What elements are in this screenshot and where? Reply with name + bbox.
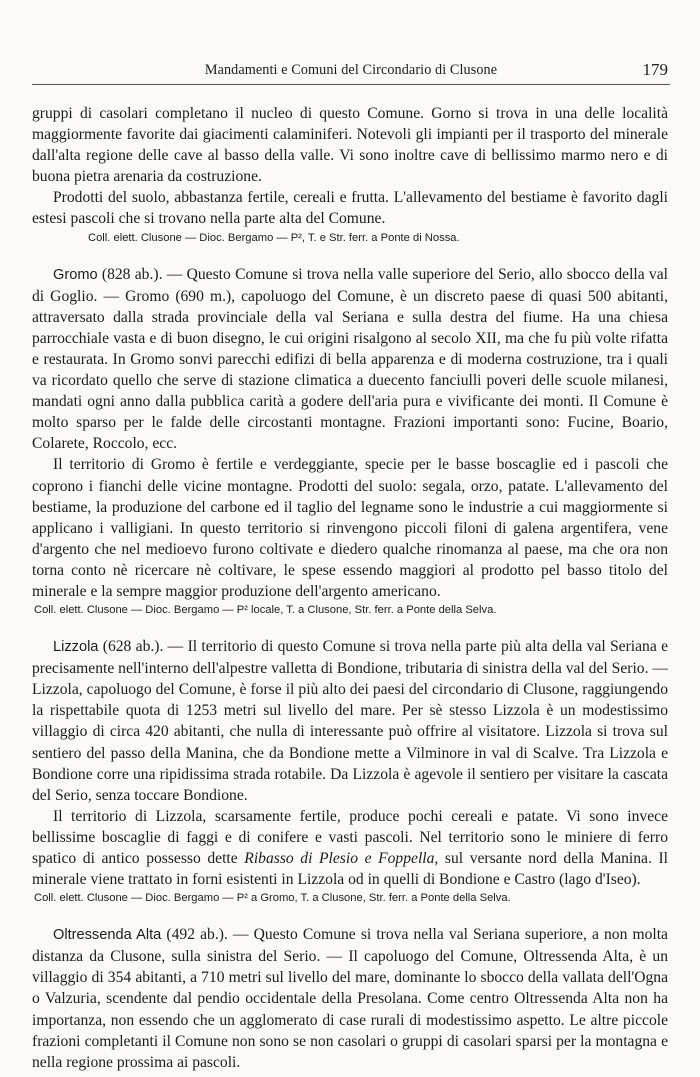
running-header xyxy=(32,60,670,85)
header-title: Mandamenti e Comuni del Circondario di Clusone xyxy=(204,62,498,78)
page-number: 179 xyxy=(642,60,668,79)
page-body xyxy=(32,103,668,1073)
lizzola-footnote: Coll. elett. Clusone — Dioc. Bergamo — P² a Gromo, T. a Clusone, Str. ferr. a Ponte della Selva. xyxy=(34,892,511,905)
lizzola-text-2a: Il territorio di Lizzola, scarsamente fertile, produce pochi cereali e patate. Vi sono invece bellissime boscaglie di faggi e di conifere e vasti pascoli. Nel territorio sono le miniere di ferro spatico di antico possesso dette xyxy=(32,807,668,867)
oltressenda-text-1: (492 ab.). — Questo Comune si trova nella val Seriana superiore, a non molta distanza da Clusone, sulla sinistra del Serio. — Il capoluogo del Comune, Oltressenda Alta, è un villaggio di 354 abitanti, a 710 metri sul livello del mare, dominante lo sbocco della vallata dell'Ogna o Valzuria, scendente dal pendio occidentale della Presolana. Come centro Oltressenda Alta non ha importanza, non essendo che un agglomerato di case rurali di modestissimo aspetto. Le altre piccole frazioni completanti il Comune non sono se non casolari o gruppi di casolari sparsi per la montagna e nella regione prossima ai pascoli. xyxy=(32,926,668,1071)
intro-footnote: Coll. elett. Clusone — Dioc. Bergamo — P², T. e Str. ferr. a Ponte di Nossa. xyxy=(88,231,460,244)
lizzola-text-1: (628 ab.). — Il territorio di questo Comune si trova nella parte più alta della val Seriana e precisamente nell'interno dell'alpestre valletta di Bondione, tributaria di sinistra della val del Serio. — Lizzola, capoluogo del Comune, è forse il più alto dei paesi del circondario di Clusone, raggiungendo la rispettabile quota di 1253 metri sul livello del mare. Per sè stesso Lizzola è un modestissimo villaggio di circa 420 abitanti, che nulla di interessante può offrire al visitatore. Lizzola si trova sul sentiero del passo della Manina, che da Bondione mette a Vilminore in val di Scalve. Tra Lizzola e Bondione corre una ripidissima strada rotabile. Da Lizzola è agevole il sentiero per visitare la cascata del Serio, senza toccare Bondione. xyxy=(32,638,669,804)
lizzola-paragraph-1 xyxy=(32,636,668,806)
gromo-paragraph-1 xyxy=(32,264,668,455)
gromo-paragraph-2: Il territorio di Gromo è fertile e verdeggiante, specie per le basse boscaglie ed i pascoli che coprono i fianchi delle vicine montagne. Prodotti del suolo: segala, orzo, patate. L'allevamento del bestiame, la produzione del carbone ed il taglio del legname sono le industrie a cui maggiormente si applicano i valligiani. In questo territorio si rinvengono piccoli filoni di galena argentifera, vene d'argento che nel medioevo furono coltivate e diedero qualche rinomanza al paese, ma che ora non torna conto nè ricercare nè coltivare, le spese essendo maggiori al prodotto pel basso titolo del minerale e la sempre maggior produzione dell'argento americano. xyxy=(32,456,668,600)
gromo-text-1: (828 ab.). — Questo Comune si trova nella valle superiore del Serio, allo sbocco della val di Goglio. — Gromo (690 m.), capoluogo del Comune, è un discreto paese di quasi 500 abitanti, attraversato dalla strada provinciale della val Seriana e sulla destra del fiume. Ha una chiesa parrocchiale vasta e di buon disegno, le cui origini risalgono al secolo XII, ma che fu più volte rifatta e restaurata. In Gromo sonvi parecchi edifizi di bella apparenza e di moderna costruzione, tra i quali va ricordato quello che serve di stazione climatica a duecento fanciulli poveri delle scuole milanesi, mandati ogni anno dalla pubblica carità a godere dell'aria pura e vivificante dei monti. Il Comune è molto sparso per le falde delle circostanti montagne. Frazioni importanti sono: Fucine, Boario, Colarete, Roccolo, ecc. xyxy=(32,265,668,453)
intro-paragraph-1: gruppi di casolari completano il nucleo di questo Comune. Gorno si trova in una delle località maggiormente favorite dai giacimenti calaminiferi. Notevoli gli impianti per il trasporto del minerale dall'alta regione delle cave al basso della valle. Vi sono inoltre cave di bellissimo marmo nero e di buona pietra arenaria da costruzione. xyxy=(32,105,668,186)
oltressenda-paragraph-1 xyxy=(32,924,668,1073)
lizzola-mine-names: Ribasso di Plesio e Foppella xyxy=(244,850,435,867)
lizzola-text-2b: , sul versante nord della Manina. Il minerale viene trattato in forni esistenti in Lizzola od in quelli di Bondione e Castro (lago d'Iseo). xyxy=(32,850,668,889)
lizzola-heading: Lizzola xyxy=(53,639,99,656)
gromo-footnote: Coll. elett. Clusone — Dioc. Bergamo — P² locale, T. a Clusone, Str. ferr. a Ponte della Selva. xyxy=(34,604,497,617)
lizzola-paragraph-2 xyxy=(32,806,668,890)
gromo-heading: Gromo xyxy=(53,266,98,283)
oltressenda-heading: Oltressenda Alta xyxy=(53,927,162,944)
intro-paragraph-2: Prodotti del suolo, abbastanza fertile, cereali e frutta. L'allevamento del bestiame è favorito dagli estesi pascoli che si trovano nella parte alta del Comune. xyxy=(32,189,668,228)
